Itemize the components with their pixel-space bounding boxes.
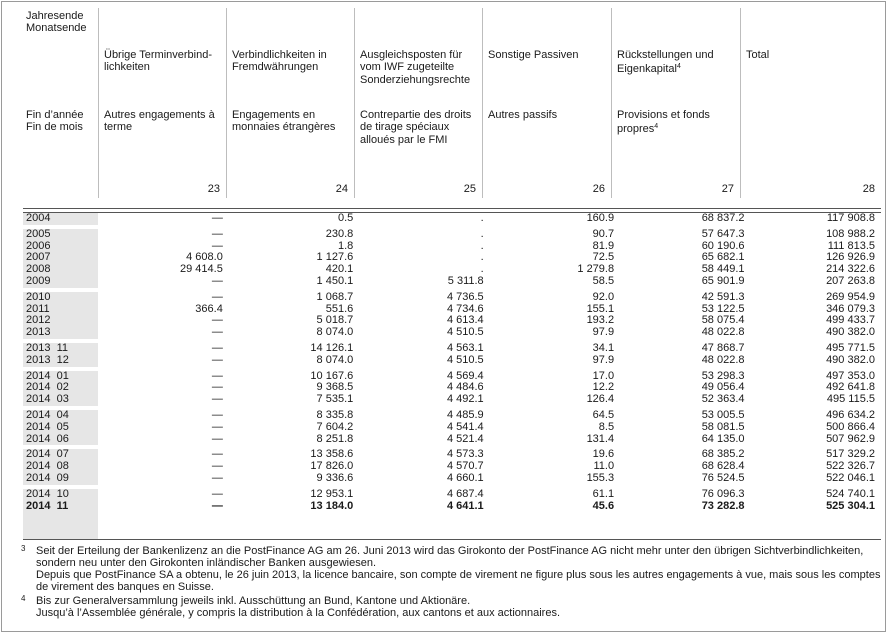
table-cell-col25: 4 573.3 <box>359 447 489 461</box>
table-cell-col25: 4 734.6 <box>446 302 484 315</box>
row-label: 2012 <box>26 314 51 327</box>
table-cell-col23: — <box>99 341 228 355</box>
table-cell-col28: 495 771.5 <box>751 341 881 355</box>
header-rule-top <box>23 208 881 209</box>
column-number: 28 <box>862 183 875 195</box>
table-cell-col27: 48 022.8 <box>701 326 745 339</box>
table-cell-col24: 13 184.0 <box>310 499 354 512</box>
table-cell-col27: 68 837.2 <box>701 212 745 224</box>
table-cell-col23: 366.4 <box>195 302 223 315</box>
table-cell-col24: 7 535.1 <box>316 393 354 406</box>
column-header-de <box>617 49 734 76</box>
column-header-fr <box>617 109 734 136</box>
row-label-fr-1: Fin d’année <box>26 109 84 121</box>
footnote-de: Seit der Erteilung der Bankenlizenz an die PostFinance AG am 26. Juni 2013 wird das Girokonto der PostFinance AG nicht mehr unter den übrigen Sichtverbindlichkeiten, sondern neu unter den Girokonten inländischer Banken ausgewiesen. <box>36 545 864 569</box>
table-row <box>23 327 881 341</box>
row-label: 2013 11 <box>23 341 99 355</box>
table-cell-col27: 53 298.3 <box>620 369 750 383</box>
table-cell-col27: 48 022.8 <box>701 353 745 366</box>
table-cell-col24: 1 127.6 <box>316 251 354 264</box>
table-cell-col25: 4 485.9 <box>359 408 489 422</box>
row-label-de-2: Monatsende <box>26 22 87 35</box>
table-cell-col23: — <box>99 447 228 461</box>
footnote-mark: 4 <box>21 594 26 603</box>
table-cell-col25: 4 521.4 <box>446 432 484 445</box>
table-row <box>23 394 881 408</box>
table-cell-col25: 4 541.4 <box>446 420 484 433</box>
column-number: 27 <box>721 183 734 195</box>
table-cell-col27: 53 122.5 <box>701 302 745 315</box>
table-cell-col23: — <box>211 314 223 327</box>
table-cell-col25: 4 510.5 <box>446 353 484 366</box>
table-cell-col26: 160.9 <box>586 212 615 224</box>
column-number: 25 <box>463 183 476 195</box>
table-cell-col27: 47 868.7 <box>620 341 750 355</box>
table-cell-col24: 14 126.1 <box>229 341 359 355</box>
table-cell-col25: 4 510.5 <box>446 326 484 339</box>
table-cell-col28: 490 382.0 <box>826 326 875 339</box>
table-cell-col27: 52 363.4 <box>701 393 745 406</box>
table-cell-col27: 53 005.5 <box>620 408 750 422</box>
table-cell-col24: 5 018.7 <box>316 314 354 327</box>
table-cell-col26: 92.0 <box>490 290 620 304</box>
column-header-fr: Engagements en monnaies étrangères <box>232 109 336 134</box>
table-cell-col27: 58 075.4 <box>701 314 745 327</box>
table-cell-col27: 58 449.1 <box>701 263 745 276</box>
table-cell-col27: 73 282.8 <box>701 499 745 512</box>
table-cell-col24: 230.8 <box>229 227 359 241</box>
column-header-de: Sonstige Passiven <box>488 49 579 61</box>
table-cell-col26: 64.5 <box>490 408 620 422</box>
row-label: 2014 02 <box>26 381 69 394</box>
footnote-mark: 3 <box>21 544 26 553</box>
table-cell-col28: 492 641.8 <box>826 381 875 394</box>
table-cell-col23: — <box>211 326 223 339</box>
table-cell-col27: 65 682.1 <box>701 251 745 264</box>
table-cell-col26: 19.6 <box>490 447 620 461</box>
table-row <box>23 227 881 241</box>
table-cell-col25: 4 736.5 <box>359 290 489 304</box>
table-cell-col24: 8 335.8 <box>229 408 359 422</box>
table-cell-col26: 131.4 <box>586 432 615 445</box>
footnote-3 <box>23 545 881 593</box>
table-cell-col24: 7 604.2 <box>316 420 354 433</box>
table-cell-col28: 499 433.7 <box>826 314 875 327</box>
table-cell-col27: 58 081.5 <box>701 420 745 433</box>
table-row <box>23 473 881 487</box>
table-row <box>23 213 881 227</box>
table-cell-col23: — <box>99 369 228 383</box>
table-cell-col24: 1 068.7 <box>229 290 359 304</box>
table-cell-col28: 117 908.8 <box>826 212 875 224</box>
table-cell-col27: 60 190.6 <box>701 239 745 252</box>
table-cell-col28: 496 634.2 <box>751 408 881 422</box>
row-label: 2004 <box>26 212 51 224</box>
table-cell-col23: 29 414.5 <box>180 263 223 276</box>
row-label: 2006 <box>26 239 51 252</box>
column-header-fr: Autres engagements à terme <box>104 109 215 134</box>
table-cell-col23: — <box>99 487 228 501</box>
column-header-fr-text: Provisions et fonds propres <box>617 109 710 136</box>
table-cell-col24: 551.6 <box>325 302 354 315</box>
column-header-de: Verbindlichkeiten in Fremdwährungen <box>232 49 327 74</box>
table-cell-col23: — <box>99 408 228 422</box>
table-cell-col24: 9 336.6 <box>316 471 354 484</box>
column-header-28 <box>740 8 881 198</box>
row-label: 2014 04 <box>23 408 99 422</box>
table-cell-col28: 500 866.4 <box>826 420 875 433</box>
table-row <box>23 501 881 513</box>
row-label: 2013 <box>26 326 51 339</box>
row-label-fr-2: Fin de mois <box>26 121 83 134</box>
data-table-body <box>23 213 881 512</box>
table-cell-col28: 507 962.9 <box>826 432 875 445</box>
table-cell-col24: 10 167.6 <box>229 369 359 383</box>
table-cell-col27: 65 901.9 <box>701 274 745 287</box>
column-header-de: Übrige Terminverbind-lichkeiten <box>104 49 213 74</box>
table-cell-col23: 4 608.0 <box>186 251 223 264</box>
table-cell-col25: 4 569.4 <box>359 369 489 383</box>
table-row <box>23 447 881 461</box>
table-cell-col28: 207 263.8 <box>826 274 875 287</box>
row-label: 2014 03 <box>26 393 69 406</box>
table-cell-col24: 13 358.6 <box>229 447 359 461</box>
table-cell-col23: — <box>211 239 223 252</box>
table-cell-col25: 4 613.4 <box>446 314 484 327</box>
table-cell-col26: 126.4 <box>586 393 615 406</box>
column-number: 23 <box>207 183 220 195</box>
table-row <box>23 408 881 422</box>
table-cell-col28: 517 329.2 <box>751 447 881 461</box>
row-label: 2011 <box>26 302 50 315</box>
table-cell-col28: 497 353.0 <box>751 369 881 383</box>
column-header-23 <box>98 8 226 198</box>
table-cell-col25: . <box>480 263 484 276</box>
table-cell-col26: 97.9 <box>592 353 615 366</box>
footnote-fr: Jusqu’à l’Assemblée générale, y compris la distribution à la Confédération, aux cantons et aux actionnaires. <box>36 607 561 619</box>
table-cell-col23: — <box>211 381 223 394</box>
table-cell-col24: 9 368.5 <box>316 381 354 394</box>
table-cell-col28: 524 740.1 <box>751 487 881 501</box>
column-number: 24 <box>335 183 348 195</box>
row-label: 2014 10 <box>23 487 99 501</box>
table-cell-col25: 5 311.8 <box>447 274 484 287</box>
footnote-4 <box>23 595 881 619</box>
footnote-ref-4: 4 <box>654 123 659 131</box>
row-label-header <box>23 8 98 198</box>
footnote-ref-4: 4 <box>676 63 681 71</box>
table-cell-col26: 12.2 <box>592 381 615 394</box>
table-cell-col26: 58.5 <box>592 274 615 287</box>
table-cell-col25: 4 563.1 <box>359 341 489 355</box>
table-cell-col24: 0.5 <box>337 212 354 224</box>
table-cell-col24: 8 074.0 <box>316 326 354 339</box>
table-cell-col26: 155.1 <box>586 302 615 315</box>
table-cell-col25: 4 660.1 <box>446 471 484 484</box>
table-cell-col27: 68 385.2 <box>620 447 750 461</box>
table-row <box>23 422 881 434</box>
row-label: 2007 <box>26 251 51 264</box>
table-row <box>23 369 881 383</box>
table-cell-col27: 68 628.4 <box>701 460 745 473</box>
column-number: 26 <box>592 183 605 195</box>
row-label: 2005 <box>23 227 99 241</box>
table-cell-col23: — <box>211 393 223 406</box>
row-label: 2008 <box>26 263 51 276</box>
table-cell-col26: 193.2 <box>586 314 615 327</box>
table-row <box>23 355 881 369</box>
table-cell-col28: 525 304.1 <box>826 499 875 512</box>
table-cell-col26: 17.0 <box>490 369 620 383</box>
table-row <box>23 290 881 304</box>
table-cell-col26: 97.9 <box>592 326 615 339</box>
table-cell-col26: 8.5 <box>598 420 615 433</box>
table-cell-col23: — <box>99 290 228 304</box>
table-row <box>23 434 881 448</box>
column-header-de: Total <box>746 49 770 61</box>
row-label: 2009 <box>26 274 51 287</box>
table-cell-col26: 72.5 <box>592 251 615 264</box>
table-cell-col23: — <box>211 353 223 366</box>
table-cell-col26: 11.0 <box>593 460 615 473</box>
table-cell-col26: 45.6 <box>592 499 615 512</box>
table-cell-col24: 12 953.1 <box>229 487 359 501</box>
column-header-27 <box>611 8 740 198</box>
table-cell-col25: . <box>359 227 489 241</box>
table-cell-col25: 4 484.6 <box>446 381 484 394</box>
row-label: 2014 06 <box>26 432 69 445</box>
table-row <box>23 252 881 264</box>
row-label: 2014 05 <box>26 420 69 433</box>
table-cell-col23: — <box>211 432 223 445</box>
table-cell-col25: . <box>480 212 484 224</box>
table-cell-col24: 8 251.8 <box>316 432 354 445</box>
table-cell-col27: 64 135.0 <box>701 432 745 445</box>
column-header-24 <box>226 8 354 198</box>
table-cell-col23: — <box>211 212 223 224</box>
table-cell-col25: 4 570.7 <box>446 460 484 473</box>
table-row <box>23 487 881 501</box>
table-cell-col28: 522 326.7 <box>826 460 875 473</box>
footnotes <box>23 545 881 621</box>
footnote-de: Bis zur Generalversammlung jeweils inkl. Ausschüttung an Bund, Kantone und Aktionäre. <box>36 595 471 607</box>
table-cell-col26: 34.1 <box>490 341 620 355</box>
column-header-de-text: Rückstellungen und Eigenkapital <box>617 49 714 76</box>
table-cell-col28: 522 046.1 <box>826 471 875 484</box>
table-cell-col23: — <box>211 420 223 433</box>
table-cell-col28: 269 954.9 <box>751 290 881 304</box>
row-label-de-1: Jahresende <box>26 10 84 22</box>
table-cell-col23: — <box>211 460 223 473</box>
table-cell-col28: 214 322.6 <box>826 263 875 276</box>
table-cell-col28: 490 382.0 <box>826 353 875 366</box>
row-label: 2014 07 <box>23 447 99 461</box>
table-cell-col27: 57 647.3 <box>620 227 750 241</box>
table-cell-col26: 90.7 <box>490 227 620 241</box>
table-cell-col25: . <box>480 251 484 264</box>
table-bottom-rule <box>23 539 881 540</box>
row-label: 2013 12 <box>26 353 69 366</box>
table-cell-col26: 81.9 <box>592 239 615 252</box>
table-cell-col28: 111 813.5 <box>827 239 875 252</box>
table-cell-col26: 155.3 <box>586 471 615 484</box>
row-label: 2014 08 <box>26 460 69 473</box>
footnote-fr: Depuis que PostFinance SA a obtenu, le 26 juin 2013, la licence bancaire, son compte de virement ne figure plus sous les autres engagements à vue, mais sous les comptes de virement des banques en Suisse. <box>36 569 881 593</box>
table-cell-col27: 49 056.4 <box>701 381 745 394</box>
row-label: 2014 01 <box>23 369 99 383</box>
column-header-25 <box>354 8 482 198</box>
table-cell-col28: 346 079.3 <box>826 302 875 315</box>
column-header-fr: Autres passifs <box>488 109 558 121</box>
table-cell-col27: 76 096.3 <box>620 487 750 501</box>
column-header-de: Ausgleichsposten für vom IWF zugeteilte Sonderziehungsrechte <box>360 49 471 86</box>
table-cell-col24: 1.8 <box>337 239 354 252</box>
table-cell-col23: — <box>211 471 223 484</box>
table-cell-col24: 420.1 <box>325 263 354 276</box>
table-row <box>23 341 881 355</box>
row-label: 2014 09 <box>26 471 69 484</box>
table-cell-col28: 495 115.5 <box>826 393 875 406</box>
table-row <box>23 241 881 253</box>
table-cell-col26: 61.1 <box>490 487 620 501</box>
table-cell-col23: — <box>99 227 228 241</box>
table-cell-col24: 17 826.0 <box>310 460 354 473</box>
table-cell-col28: 126 926.9 <box>826 251 875 264</box>
table-cell-col25: 4 687.4 <box>359 487 489 501</box>
data-table <box>23 213 881 512</box>
table-cell-col23: — <box>211 274 223 287</box>
table-cell-col26: 1 279.8 <box>577 263 615 276</box>
table-row <box>23 276 881 290</box>
column-header-fr: Contrepartie des droits de tirage spéciaux alloués par le FMI <box>360 109 472 146</box>
table-cell-col24: 8 074.0 <box>316 353 354 366</box>
table-cell-col25: 4 492.1 <box>446 393 484 406</box>
table-cell-col25: . <box>480 239 484 252</box>
table-cell-col27: 76 524.5 <box>701 471 745 484</box>
table-cell-col25: 4 641.1 <box>446 499 484 512</box>
table-cell-col23: — <box>211 499 223 512</box>
table-cell-col24: 1 450.1 <box>316 274 354 287</box>
table-cell-col28: 108 988.2 <box>751 227 881 241</box>
row-label: 2014 11 <box>26 499 69 512</box>
column-header-26 <box>482 8 611 198</box>
row-label: 2010 <box>23 290 99 304</box>
table-cell-col27: 42 591.3 <box>620 290 750 304</box>
